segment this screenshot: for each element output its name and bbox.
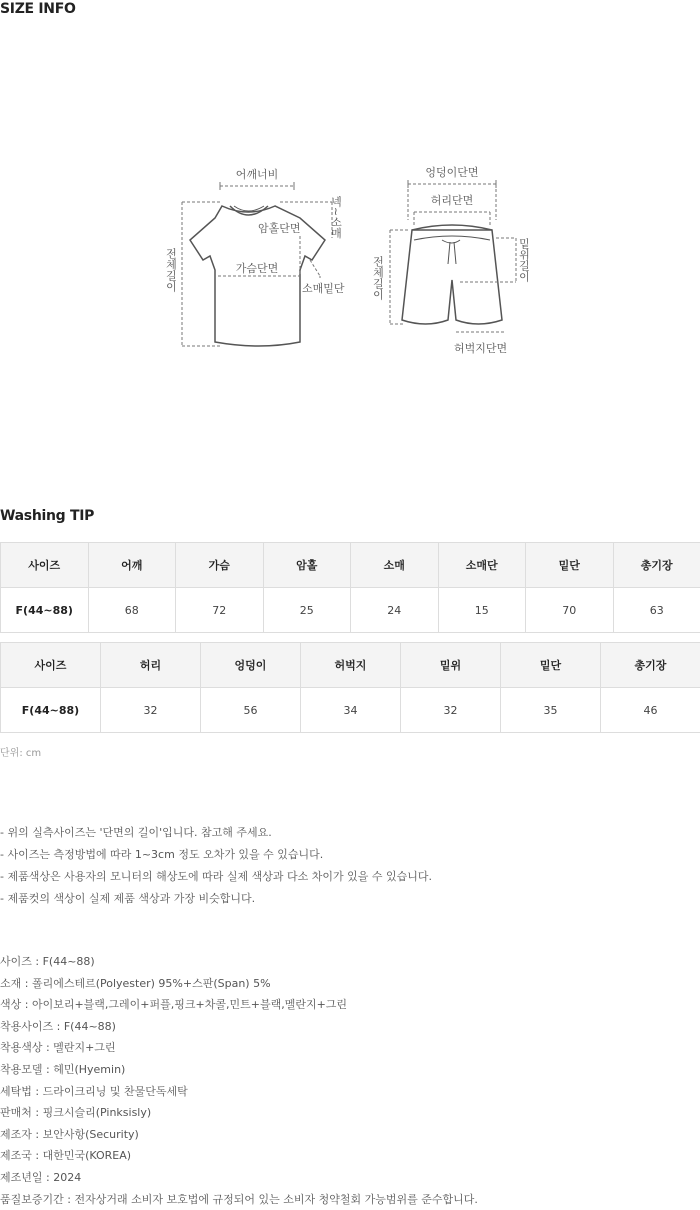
table-header: 소매단 [438,543,526,588]
table-header: 총기장 [601,643,700,688]
table-cell: 72 [176,588,264,633]
shorts-illustration [402,225,502,324]
product-info-line: 소재 : 폴리에스테르(Polyester) 95%+스판(Span) 5% [0,976,271,990]
table-header: 소매 [351,543,439,588]
product-info [0,951,478,1210]
label-rise: 밑위길이 [517,238,531,282]
product-info-line: 색상 : 아이보리+블랙,그레이+퍼플,핑크+차콜,민트+블랙,멜란지+그린 [0,998,348,1012]
label-hip: 엉덩이단면 [425,166,479,179]
table-header-row [1,643,700,688]
table-cell: 32 [401,688,501,733]
product-info-line: 착용색상 : 멜란지+그린 [0,1041,116,1055]
top-size-table [0,542,700,633]
table-cell: 68 [88,588,176,633]
washing-tip-title: Washing TIP [0,508,95,524]
table-header: 엉덩이 [201,643,301,688]
product-info-line: 판매처 : 핑크시슬리(Pinksisly) [0,1106,152,1120]
table-header-row [1,543,700,588]
label-shoulder: 어깨너비 [235,168,279,181]
table-cell: 24 [351,588,439,633]
table-header: 사이즈 [1,643,101,688]
table-cell: 32 [101,688,201,733]
product-info-line: 착용사이즈 : F(44~88) [0,1019,116,1033]
note-line: - 위의 실측사이즈는 '단면의 길이'입니다. 참고해 주세요. [0,826,272,839]
unit-label: 단위: cm [0,748,42,759]
product-info-line: 제조년일 : 2024 [0,1170,82,1184]
table-header: 밑단 [526,543,614,588]
table-header: 밑단 [501,643,601,688]
table-header: 사이즈 [1,543,89,588]
table-cell: 34 [301,688,401,733]
table-cell: 63 [613,588,700,633]
table-cell: 46 [601,688,700,733]
table-cell: 35 [501,688,601,733]
label-waist: 허리단면 [430,194,474,207]
table-row [1,688,700,733]
product-info-line: 착용모델 : 헤민(Hyemin) [0,1062,126,1076]
label-sleeve-hem: 소매밑단 [302,282,345,295]
label-armhole: 암홀단면 [258,222,301,235]
table-header: 어깨 [88,543,176,588]
product-info-line: 제조국 : 대한민국(KOREA) [0,1149,132,1163]
table-cell: F(44~88) [1,588,89,633]
product-info-line: 제조자 : 보안사항(Security) [0,1127,139,1141]
label-top-total-length: 전체길이 [164,248,178,292]
table-cell: 56 [201,688,301,733]
label-thigh: 허벅지단면 [454,342,508,355]
label-chest: 가슴단면 [235,262,279,275]
table-cell: 25 [263,588,351,633]
bottom-size-table [0,642,700,733]
table-cell: 15 [438,588,526,633]
table-header: 허리 [101,643,201,688]
table-cell: 70 [526,588,614,633]
note-line: - 제품색상은 사용자의 모니터의 해상도에 따라 실제 색상과 다소 차이가 있을 수 있습니다. [0,870,432,883]
product-info-line: 세탁법 : 드라이크리닝 및 찬물단독세탁 [0,1084,188,1098]
table-row [1,588,700,633]
product-info-line: 품질보증기간 : 전자상거래 소비자 보호법에 규정되어 있는 소비자 청약철회 가능범위를 준수합니다. [0,1192,478,1206]
note-line: - 제품컷의 색상이 실제 제품 색상과 가장 비슷합니다. [0,892,256,905]
size-diagram [160,160,540,360]
table-header: 암홀 [263,543,351,588]
label-neck-sleeve: 넥~소매 [329,196,343,239]
product-info-line: 사이즈 : F(44~88) [0,955,95,968]
table-cell: F(44~88) [1,688,101,733]
size-notes [0,822,432,910]
size-info-title: SIZE INFO [0,1,76,17]
note-line: - 사이즈는 측정방법에 따라 1~3cm 정도 오차가 있을 수 있습니다. [0,848,324,861]
table-header: 허벅지 [301,643,401,688]
label-bottom-total-length: 전체길이 [371,256,385,300]
table-header: 가슴 [176,543,264,588]
table-header: 총기장 [613,543,700,588]
table-header: 밑위 [401,643,501,688]
